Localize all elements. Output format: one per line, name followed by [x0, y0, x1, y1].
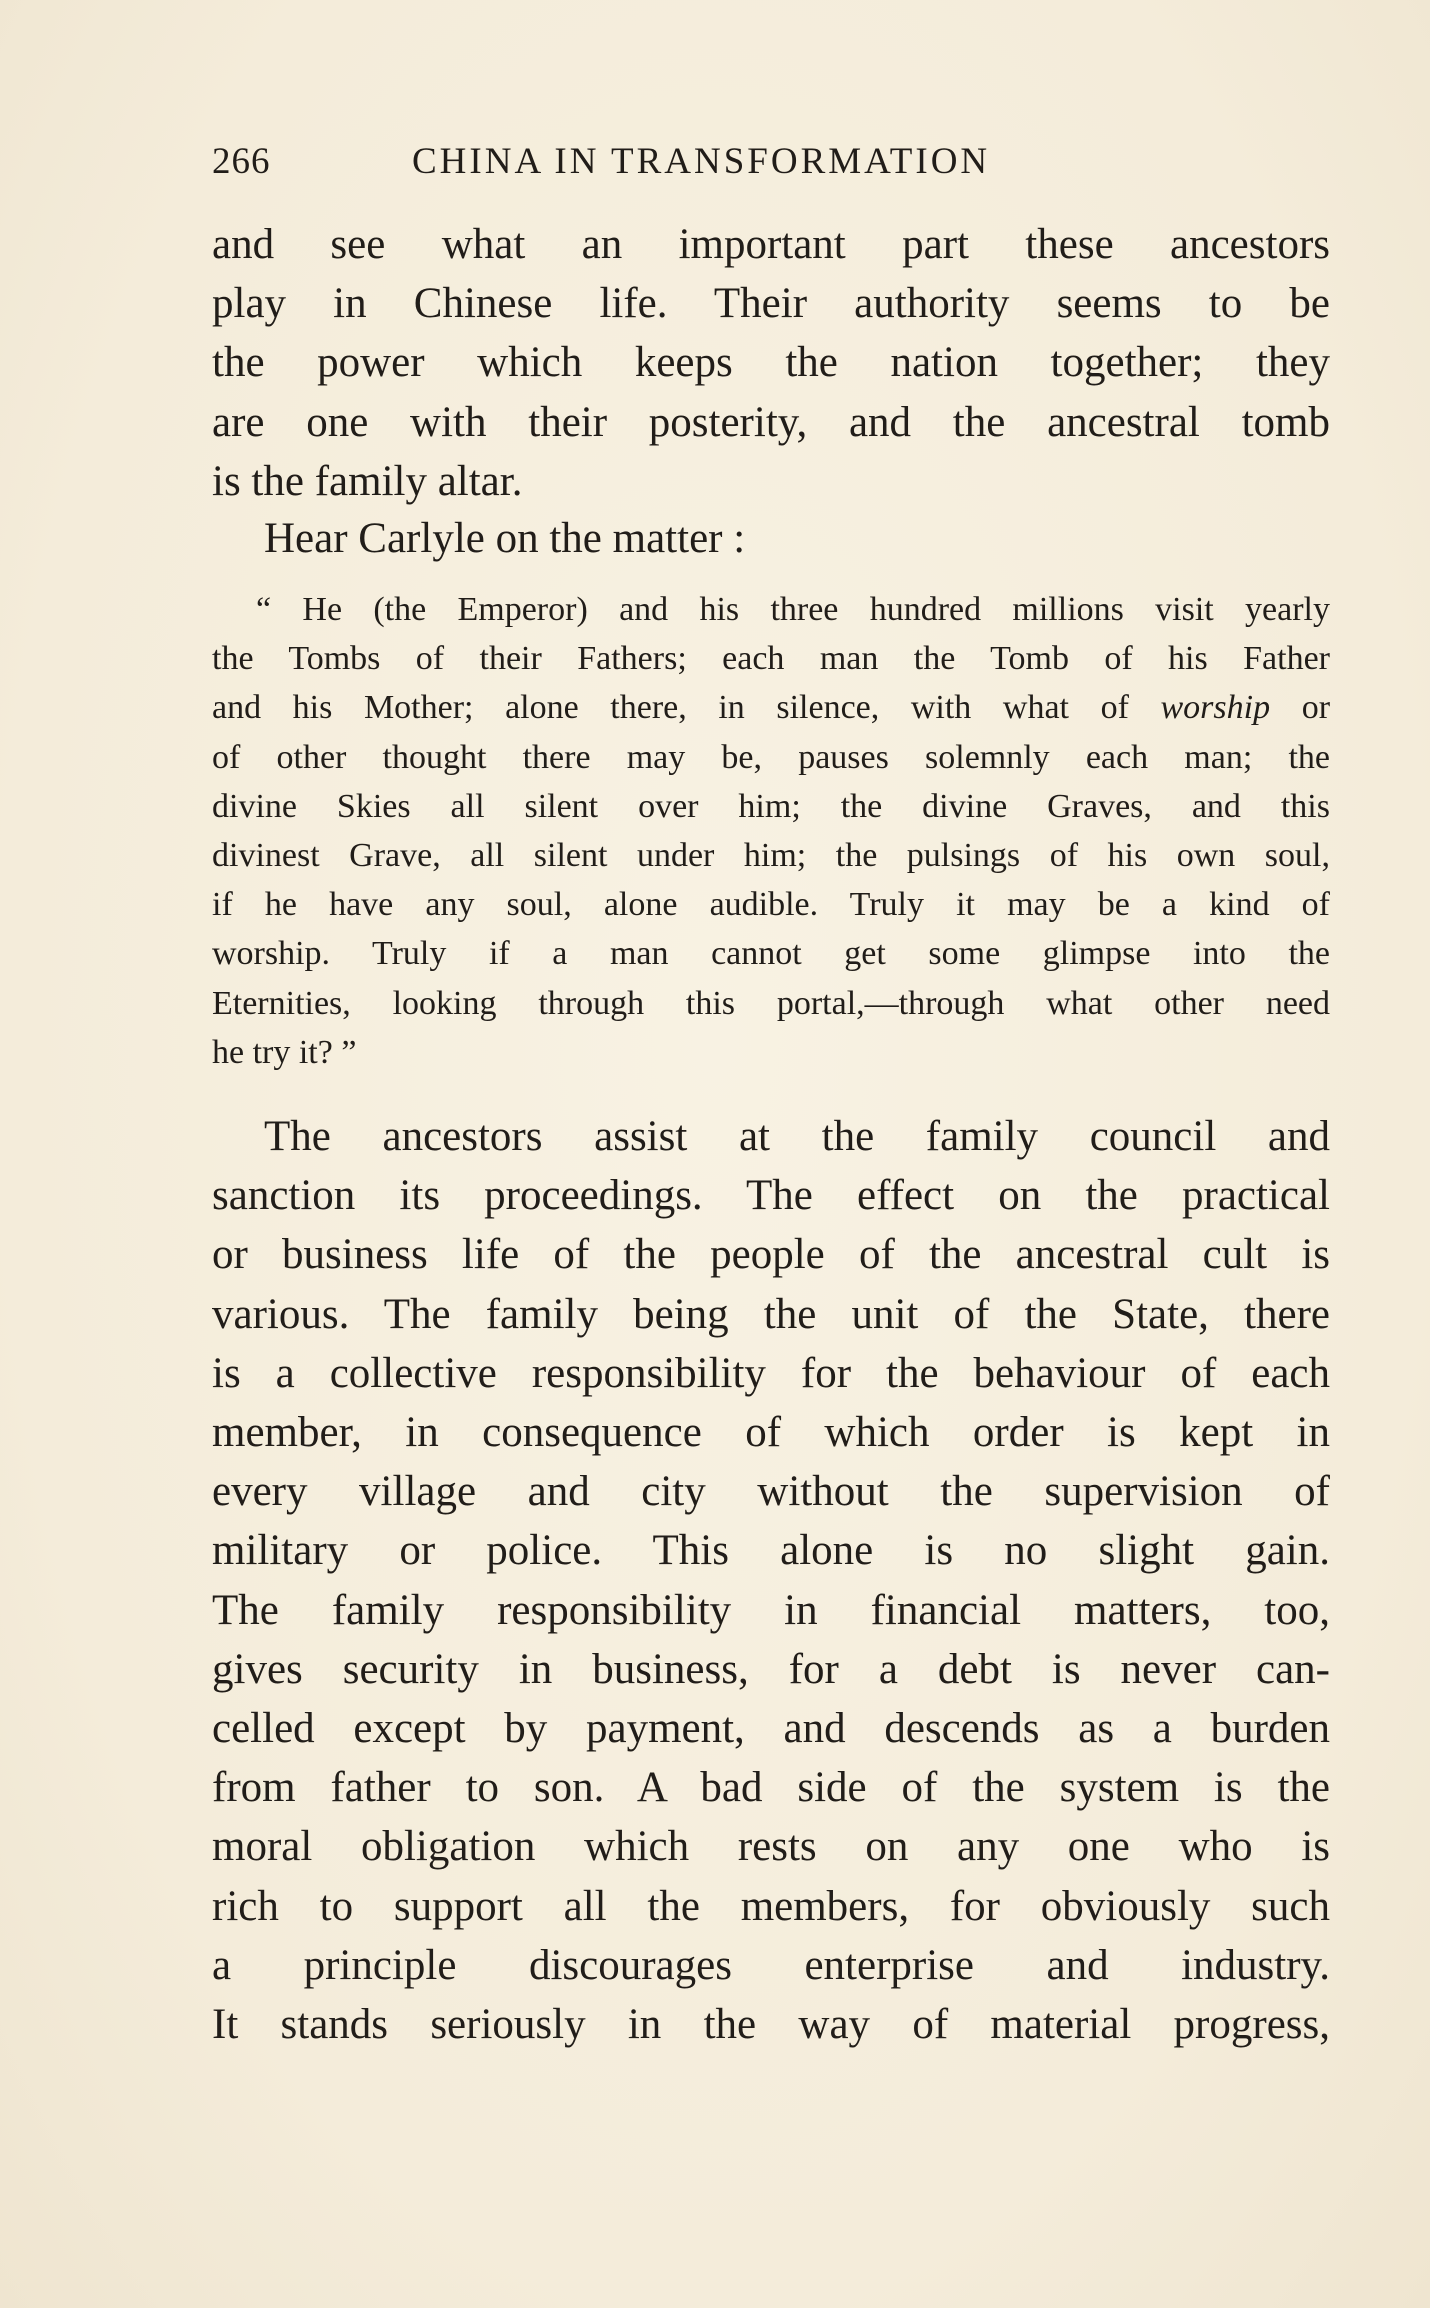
- text-line: a principle discourages enterprise and industry.: [212, 1941, 1330, 1989]
- emphasis-word: worship: [1160, 689, 1271, 727]
- quote-line-text: and his Mother; alone there, in silence, with what of: [212, 689, 1129, 727]
- text-line: every village and city without the supervision of: [212, 1468, 1330, 1516]
- page-number: 266: [212, 141, 271, 182]
- running-header: [212, 140, 1142, 190]
- text-line: gives security in business, for a debt is never can-: [212, 1645, 1330, 1693]
- text-line: member, in consequence of which order is kept in: [212, 1409, 1330, 1457]
- text-line: The ancestors assist at the family council and: [264, 1113, 1330, 1160]
- text-line: celled except by payment, and descends as a burden: [212, 1705, 1330, 1753]
- text-line: military or police. This alone is no slight gain.: [212, 1527, 1330, 1575]
- text-line: The family responsibility in financial matters, too,: [212, 1586, 1330, 1634]
- quote-line: of other thought there may be, pauses solemnly each man; the: [212, 738, 1330, 776]
- text-line: is the family altar.: [212, 457, 523, 505]
- block-quote: [212, 585, 1330, 1077]
- quote-line: “ He (the Emperor) and his three hundred millions visit yearly: [256, 591, 1330, 628]
- quote-line: he try it? ”: [212, 1033, 357, 1071]
- running-title: CHINA IN TRANSFORMATION: [412, 141, 991, 182]
- text-line: from father to son. A bad side of the system is the: [212, 1764, 1330, 1812]
- text-line: It stands seriously in the way of material progress,: [212, 2001, 1330, 2049]
- quote-intro: [212, 509, 1330, 568]
- paragraph-2: [212, 1107, 1330, 2054]
- text-line: Hear Carlyle on the matter :: [264, 515, 746, 562]
- text-line: or business life of the people of the ancestral cult is: [212, 1231, 1330, 1279]
- text-line: play in Chinese life. Their authority seems to be: [212, 280, 1330, 328]
- quote-line: divine Skies all silent over him; the divine Graves, and this: [212, 787, 1330, 825]
- quote-line-with-emphasis: [212, 683, 1330, 732]
- emphasis-tail: or: [1301, 689, 1330, 727]
- text-line: rich to support all the members, for obviously such: [212, 1882, 1330, 1930]
- text-line: is a collective responsibility for the behaviour of each: [212, 1349, 1330, 1397]
- quote-line: divinest Grave, all silent under him; the pulsings of his own soul,: [212, 837, 1330, 875]
- text-line: the power which keeps the nation together; they: [212, 339, 1330, 387]
- quote-line: the Tombs of their Fathers; each man the Tomb of his Father: [212, 640, 1330, 678]
- text-line: moral obligation which rests on any one who is: [212, 1823, 1330, 1871]
- quote-line: if he have any soul, alone audible. Truly it may be a kind of: [212, 886, 1330, 924]
- text-line: and see what an important part these ancestors: [212, 221, 1330, 268]
- text-line: various. The family being the unit of the State, there: [212, 1290, 1330, 1338]
- text-line: are one with their posterity, and the ancestral tomb: [212, 398, 1330, 446]
- text-line: sanction its proceedings. The effect on the practical: [212, 1172, 1330, 1220]
- quote-line: Eternities, looking through this portal,—through what other need: [212, 984, 1330, 1022]
- paragraph-1: [212, 215, 1330, 511]
- quote-line: worship. Truly if a man cannot get some glimpse into the: [212, 935, 1330, 973]
